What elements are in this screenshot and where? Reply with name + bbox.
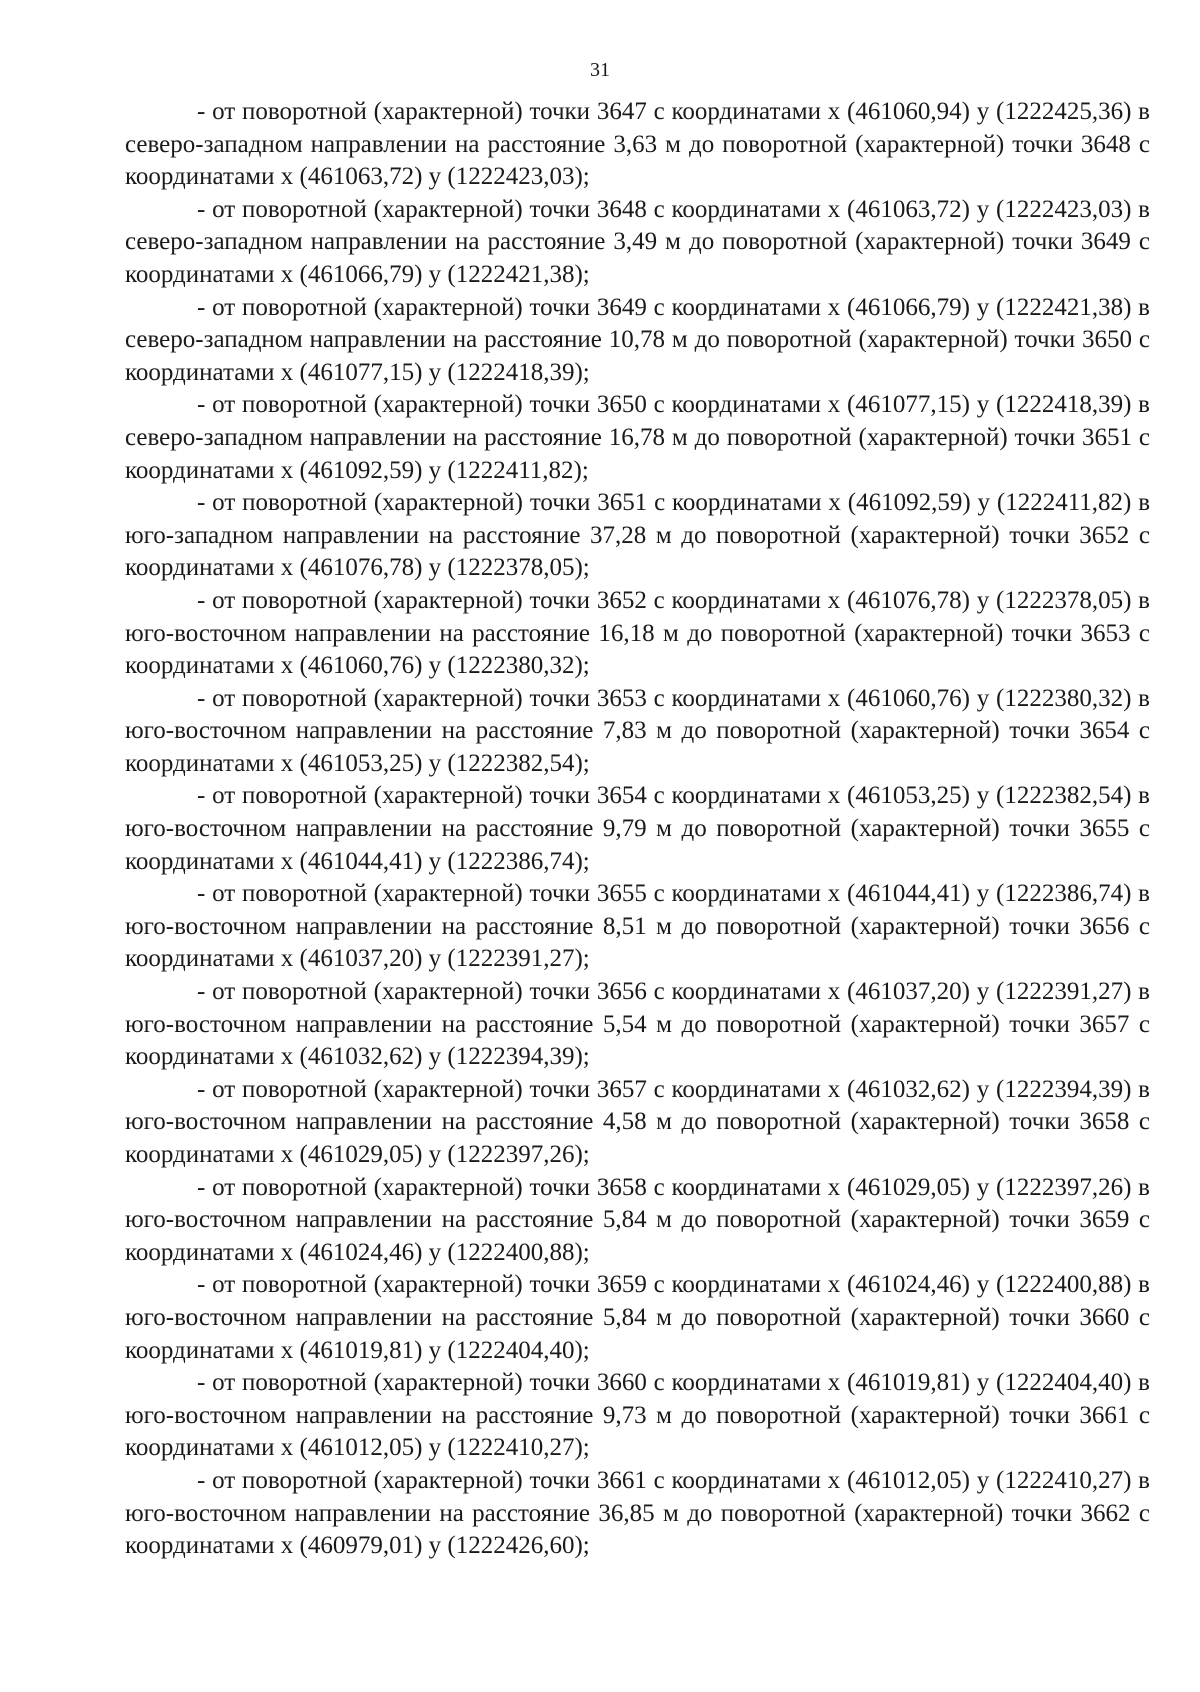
boundary-clause: - от поворотной (характерной) точки 3660 с координатами x (461019,81) y (1222404,40) в юго-восточном направлении на расстояние 9,73 м до поворотной (характерной) точки 3661 с координатами x (461012,05) y (1222410,27); xyxy=(125,1369,1150,1462)
boundary-clause: - от поворотной (характерной) точки 3661 с координатами x (461012,05) y (1222410,27) в юго-восточном направлении на расстояние 36,85 м до поворотной (характерной) точки 3662 с координатами x (460979,01) y (1222426,60); xyxy=(125,1466,1150,1560)
boundary-clause: - от поворотной (характерной) точки 3657 с координатами x (461032,62) y (1222394,39) в юго-восточном направлении на расстояние 4,58 м до поворотной (характерной) точки 3658 с координатами x (461029,05) y (1222397,26); xyxy=(125,1075,1150,1168)
boundary-clause: - от поворотной (характерной) точки 3649 с координатами x (461066,79) y (1222421,38) в северо-западном направлении на расстояние 10,78 м до поворотной (характерной) точки 3650 с координатами x (461077,15) y (1222418,39); xyxy=(125,293,1150,386)
boundary-clause: - от поворотной (характерной) точки 3650 с координатами x (461077,15) y (1222418,39) в северо-западном направлении на расстояние 16,78 м до поворотной (характерной) точки 3651 с координатами x (461092,59) y (1222411,82); xyxy=(125,391,1150,484)
boundary-clause: - от поворотной (характерной) точки 3659 с координатами x (461024,46) y (1222400,88) в юго-восточном направлении на расстояние 5,84 м до поворотной (характерной) точки 3660 с координатами x (461019,81) y (1222404,40); xyxy=(125,1271,1150,1364)
boundary-clause: - от поворотной (характерной) точки 3655 с координатами x (461044,41) y (1222386,74) в юго-восточном направлении на расстояние 8,51 м до поворотной (характерной) точки 3656 с координатами x (461037,20) y (1222391,27); xyxy=(125,880,1150,973)
boundary-clause: - от поворотной (характерной) точки 3654 с координатами x (461053,25) y (1222382,54) в юго-восточном направлении на расстояние 9,79 м до поворотной (характерной) точки 3655 с координатами x (461044,41) y (1222386,74); xyxy=(125,782,1150,875)
page-number: 31 xyxy=(590,59,610,81)
boundary-clause: - от поворотной (характерной) точки 3656 с координатами x (461037,20) y (1222391,27) в юго-восточном направлении на расстояние 5,54 м до поворотной (характерной) точки 3657 с координатами x (461032,62) y (1222394,39); xyxy=(125,978,1150,1071)
boundary-clause: - от поворотной (характерной) точки 3652 с координатами x (461076,78) y (1222378,05) в юго-восточном направлении на расстояние 16,18 м до поворотной (характерной) точки 3653 с координатами x (461060,76) y (1222380,32); xyxy=(125,586,1150,680)
boundary-clause: - от поворотной (характерной) точки 3647 с координатами x (461060,94) y (1222425,36) в северо-западном направлении на расстояние 3,63 м до поворотной (характерной) точки 3648 с координатами x (461063,72) y (1222423,03); xyxy=(125,98,1150,191)
boundary-clause: - от поворотной (характерной) точки 3653 с координатами x (461060,76) y (1222380,32) в юго-восточном направлении на расстояние 7,83 м до поворотной (характерной) точки 3654 с координатами x (461053,25) y (1222382,54); xyxy=(125,684,1150,777)
document-body xyxy=(125,96,1150,1563)
boundary-clause: - от поворотной (характерной) точки 3648 с координатами x (461063,72) y (1222423,03) в северо-западном направлении на расстояние 3,49 м до поворотной (характерной) точки 3649 с координатами x (461066,79) y (1222421,38); xyxy=(125,195,1150,288)
boundary-clause: - от поворотной (характерной) точки 3658 с координатами x (461029,05) y (1222397,26) в юго-восточном направлении на расстояние 5,84 м до поворотной (характерной) точки 3659 с координатами x (461024,46) y (1222400,88); xyxy=(125,1173,1150,1266)
boundary-clause: - от поворотной (характерной) точки 3651 с координатами x (461092,59) y (1222411,82) в юго-западном направлении на расстояние 37,28 м до поворотной (характерной) точки 3652 с координатами x (461076,78) y (1222378,05); xyxy=(125,489,1150,582)
